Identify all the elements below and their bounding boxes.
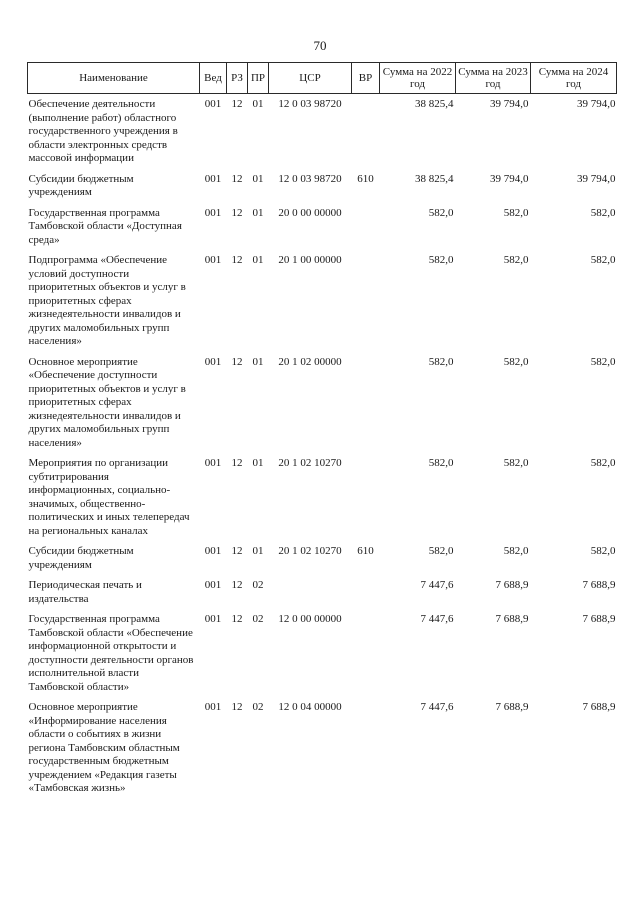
cell-sum-2023: 39 794,0 <box>490 98 529 110</box>
cell-sum-2023: 7 688,9 <box>495 579 529 591</box>
cell-rz: 12 <box>231 613 243 625</box>
cell-rz: 12 <box>231 457 243 469</box>
cell-sum-2024: 39 794,0 <box>577 172 616 185</box>
cell-name: Подпрограмма «Обеспечение условий доступности приоритетных объектов и услуг в приоритетных сферах жизнедеятельности инвалидов и других маломобильных групп населения» <box>28 254 186 347</box>
cell-name: Обеспечение деятельности (выполнение работ) областного государственного учреждения в области электронных средств массовой информации <box>28 98 178 164</box>
cell-name: Мероприятия по организации субтитрирования информационных, социально-значимых, общественно-политических и иных телепередач на региональных каналах <box>28 457 190 537</box>
cell-pr: 01 <box>252 457 264 469</box>
table-row <box>28 203 617 251</box>
cell-sum-2022: 7 447,6 <box>420 701 454 713</box>
cell-csr: 20 0 00 00000 <box>278 206 342 219</box>
header-sum-2024: Сумма на 2024 год <box>531 63 617 94</box>
cell-sum-2024: 582,0 <box>590 545 616 557</box>
cell-sum-2022: 582,0 <box>428 457 454 469</box>
header-name: Наименование <box>28 63 200 94</box>
header-vr: ВР <box>352 63 380 94</box>
table-row <box>28 453 617 541</box>
table-row <box>28 250 617 352</box>
table-row <box>28 575 617 609</box>
cell-sum-2023: 582,0 <box>503 254 529 266</box>
budget-table <box>27 62 617 799</box>
cell-sum-2024: 582,0 <box>590 457 616 469</box>
cell-sum-2023: 39 794,0 <box>490 172 529 185</box>
cell-rz: 12 <box>231 701 243 713</box>
cell-vr <box>352 250 380 352</box>
cell-sum-2023: 7 688,9 <box>495 701 529 713</box>
cell-vr <box>352 352 380 454</box>
cell-sum-2024: 582,0 <box>590 355 616 368</box>
cell-sum-2024: 7 688,9 <box>582 613 616 625</box>
cell-csr: 20 1 02 10270 <box>278 457 342 469</box>
cell-ved: 001 <box>204 206 222 219</box>
table-row <box>28 609 617 697</box>
cell-sum-2024: 582,0 <box>590 206 616 219</box>
cell-ved: 001 <box>204 545 222 557</box>
cell-pr: 01 <box>252 98 264 110</box>
cell-vr <box>352 453 380 541</box>
cell-name: Государственная программа Тамбовской области «Обеспечение информационной открытости и доступности деятельности органов исполнительной власти Тамбовской области» <box>28 613 194 693</box>
header-sum-2023: Сумма на 2023 год <box>456 63 531 94</box>
cell-pr: 01 <box>252 172 264 185</box>
header-sum-2022: Сумма на 2022 год <box>380 63 456 94</box>
table-row <box>28 94 617 169</box>
cell-pr: 01 <box>252 206 264 219</box>
cell-pr: 02 <box>252 613 264 625</box>
cell-ved: 001 <box>204 355 222 368</box>
cell-sum-2024: 39 794,0 <box>577 98 616 110</box>
cell-vr <box>352 697 380 799</box>
table-row <box>28 541 617 575</box>
cell-sum-2022: 582,0 <box>428 206 454 219</box>
cell-sum-2023: 582,0 <box>503 355 529 368</box>
cell-pr: 02 <box>252 579 264 591</box>
cell-csr: 12 0 03 98720 <box>278 172 342 185</box>
cell-name: Субсидии бюджетным учреждениям <box>28 545 134 571</box>
cell-pr: 01 <box>252 545 264 557</box>
cell-pr: 02 <box>252 701 264 713</box>
cell-ved: 001 <box>204 701 222 713</box>
cell-rz: 12 <box>231 355 243 368</box>
cell-sum-2022: 582,0 <box>428 254 454 266</box>
cell-sum-2023: 7 688,9 <box>495 613 529 625</box>
page-number: 70 <box>313 38 327 53</box>
cell-sum-2022: 582,0 <box>428 545 454 557</box>
table-row <box>28 697 617 799</box>
cell-name: Государственная программа Тамбовской области «Доступная среда» <box>28 206 182 246</box>
cell-sum-2024: 582,0 <box>590 254 616 266</box>
table-header <box>28 63 617 94</box>
cell-vr: 610 <box>357 545 374 557</box>
cell-rz: 12 <box>231 98 243 110</box>
cell-vr: 610 <box>357 172 374 185</box>
header-csr: ЦСР <box>269 63 352 94</box>
cell-csr: 12 0 03 98720 <box>278 98 342 110</box>
cell-rz: 12 <box>231 579 243 591</box>
cell-sum-2023: 582,0 <box>503 206 529 219</box>
cell-name: Основное мероприятие «Информирование населения области о событиях в жизни региона Тамбовским областным государственным бюджетным учреждением «Редакция газеты «Тамбовская жизнь» <box>28 701 180 794</box>
cell-sum-2022: 38 825,4 <box>415 98 454 110</box>
table-header-row <box>28 63 617 94</box>
cell-sum-2024: 7 688,9 <box>582 579 616 591</box>
cell-rz: 12 <box>231 254 243 266</box>
cell-pr: 01 <box>252 254 264 266</box>
cell-csr: 12 0 00 00000 <box>278 613 342 625</box>
cell-csr: 12 0 04 00000 <box>278 701 342 713</box>
cell-ved: 001 <box>204 98 222 110</box>
cell-sum-2024: 7 688,9 <box>582 701 616 713</box>
cell-vr <box>352 94 380 169</box>
cell-pr: 01 <box>252 355 264 368</box>
cell-csr: 20 1 02 00000 <box>278 355 342 368</box>
cell-sum-2022: 7 447,6 <box>420 613 454 625</box>
cell-name: Основное мероприятие «Обеспечение доступности приоритетных объектов и услуг в приоритетных сферах жизнедеятельности инвалидов и других маломобильных групп населения» <box>28 355 186 449</box>
table-row <box>28 169 617 203</box>
cell-sum-2023: 582,0 <box>503 545 529 557</box>
cell-vr <box>352 575 380 609</box>
cell-name: Периодическая печать и издательства <box>28 579 142 605</box>
cell-ved: 001 <box>204 172 222 185</box>
header-pr: ПР <box>248 63 269 94</box>
cell-rz: 12 <box>231 545 243 557</box>
cell-csr: 20 1 02 10270 <box>278 545 342 557</box>
header-rz: РЗ <box>227 63 248 94</box>
cell-sum-2023: 582,0 <box>503 457 529 469</box>
cell-ved: 001 <box>204 579 222 591</box>
cell-ved: 001 <box>204 613 222 625</box>
cell-ved: 001 <box>204 254 222 266</box>
cell-rz: 12 <box>231 172 243 185</box>
cell-sum-2022: 582,0 <box>428 355 454 368</box>
cell-vr <box>352 203 380 251</box>
table-body <box>28 94 617 799</box>
cell-csr: 20 1 00 00000 <box>278 254 342 266</box>
cell-sum-2022: 38 825,4 <box>415 172 454 185</box>
cell-vr <box>352 609 380 697</box>
cell-csr <box>269 575 352 609</box>
table-row <box>28 352 617 454</box>
cell-name: Субсидии бюджетным учреждениям <box>28 172 134 198</box>
cell-rz: 12 <box>231 206 243 219</box>
header-ved: Вед <box>200 63 227 94</box>
cell-ved: 001 <box>204 457 222 469</box>
cell-sum-2022: 7 447,6 <box>420 579 454 591</box>
